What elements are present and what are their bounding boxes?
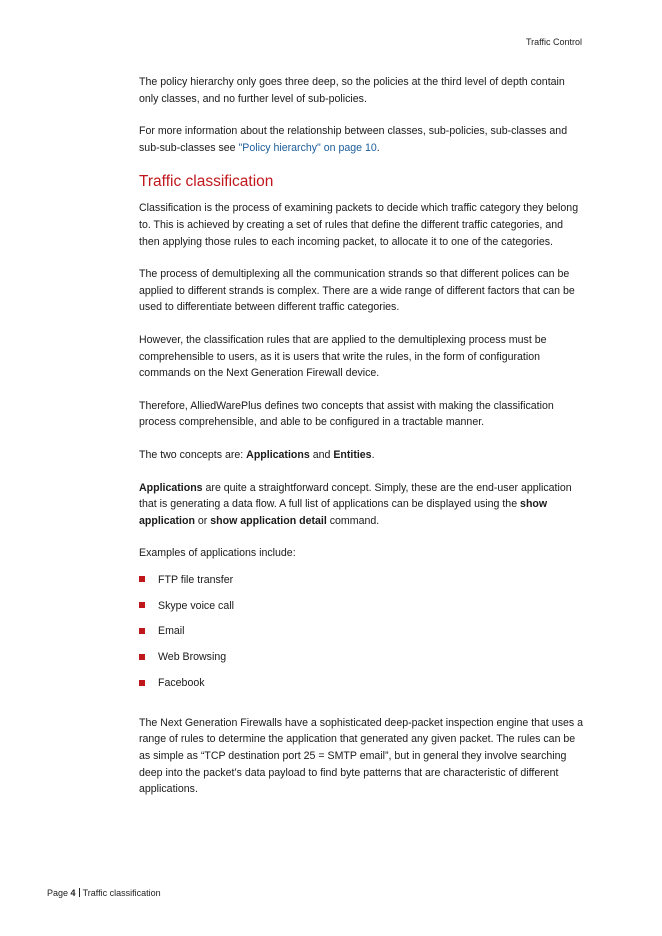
- policy-hierarchy-link[interactable]: "Policy hierarchy" on page 10: [238, 141, 377, 154]
- inspection-engine-paragraph: The Next Generation Firewalls have a sophisticated deep-packet inspection engine that uses a range of rules to determine the application that generated any given packet. The rules can be as simple as “TCP destination port 25 = SMTP email”, but in general they involve searching deep into the packet’s data payload to find byte patterns that are characteristic of different applications.: [139, 716, 584, 796]
- page-label: Page: [47, 888, 69, 898]
- list-item: [139, 623, 585, 649]
- bullet-square-icon: [139, 628, 145, 634]
- list-item: [139, 675, 585, 701]
- and-text: and: [309, 448, 334, 461]
- two-concepts-end: .: [371, 448, 375, 461]
- bullet-square-icon: [139, 602, 145, 608]
- show-application-cmd: show application: [139, 498, 548, 527]
- applications-term: Applications: [246, 448, 310, 461]
- list-item-label: Skype voice call: [158, 599, 234, 612]
- section-heading: Traffic classification: [139, 173, 274, 191]
- list-item: [139, 649, 585, 675]
- two-concepts-paragraph: [139, 447, 585, 464]
- list-item: [139, 572, 585, 598]
- page-footer: [47, 888, 161, 898]
- intro-paragraph-1: The policy hierarchy only goes three deep, so the policies at the third level of depth contain only classes, and no further level of sub-policies.: [139, 76, 565, 105]
- list-item: [139, 598, 585, 624]
- application-examples-list: [139, 572, 585, 701]
- list-item-label: Web Browsing: [158, 651, 227, 664]
- page-number: 4: [70, 888, 76, 898]
- applications-text: are quite a straightforward concept. Simply, these are the end-user application that is generating a data flow. A full list of applications can be displayed using the: [139, 481, 572, 511]
- bullet-square-icon: [139, 576, 145, 582]
- running-header: Traffic Control: [525, 37, 582, 47]
- classification-paragraph-2: The process of demultiplexing all the communication strands so that different polices can be applied to different strands is complex. There are a wide range of different factors that can be used to differentiate between different traffic categories.: [139, 268, 575, 314]
- classification-paragraph-3: However, the classification rules that are applied to the demultiplexing process must be comprehensible to users, as it is users that write the rules, in the form of configuration commands on the Next Generation Firewall device.: [139, 333, 547, 380]
- page-content: [139, 74, 585, 814]
- bullet-square-icon: [139, 654, 145, 660]
- footer-divider: [79, 888, 80, 897]
- command-text: command.: [326, 514, 380, 527]
- applications-bold: Applications: [139, 481, 203, 494]
- entities-term: Entities: [333, 448, 372, 461]
- list-item-label: Email: [158, 625, 185, 638]
- examples-intro: Examples of applications include:: [139, 547, 296, 560]
- classification-paragraph-4: Therefore, AlliedWarePlus defines two concepts that assist with making the classification process comprehensible, and able to be configured in a tractable manner.: [139, 399, 554, 429]
- intro-paragraph-2: [139, 123, 585, 156]
- classification-paragraph-1: Classification is the process of examining packets to decide which traffic category they belong to. This is achieved by creating a set of rules that define the different traffic categories, and then applying those rules to each incoming packet, to allocate it to one of the categories.: [139, 202, 579, 248]
- or-text: or: [194, 514, 211, 527]
- two-concepts-text: The two concepts are:: [139, 448, 247, 461]
- applications-paragraph: [139, 480, 585, 530]
- intro-paragraph-2-end: .: [376, 141, 380, 154]
- show-application-detail-cmd: show application detail: [210, 514, 327, 527]
- list-item-label: FTP file transfer: [158, 573, 234, 586]
- intro-paragraph-2-text: For more information about the relationship between classes, sub-policies, sub-classes and sub-sub-classes see: [139, 125, 568, 154]
- bullet-square-icon: [139, 680, 145, 686]
- list-item-label: Facebook: [158, 677, 205, 690]
- footer-section: Traffic classification: [82, 888, 161, 898]
